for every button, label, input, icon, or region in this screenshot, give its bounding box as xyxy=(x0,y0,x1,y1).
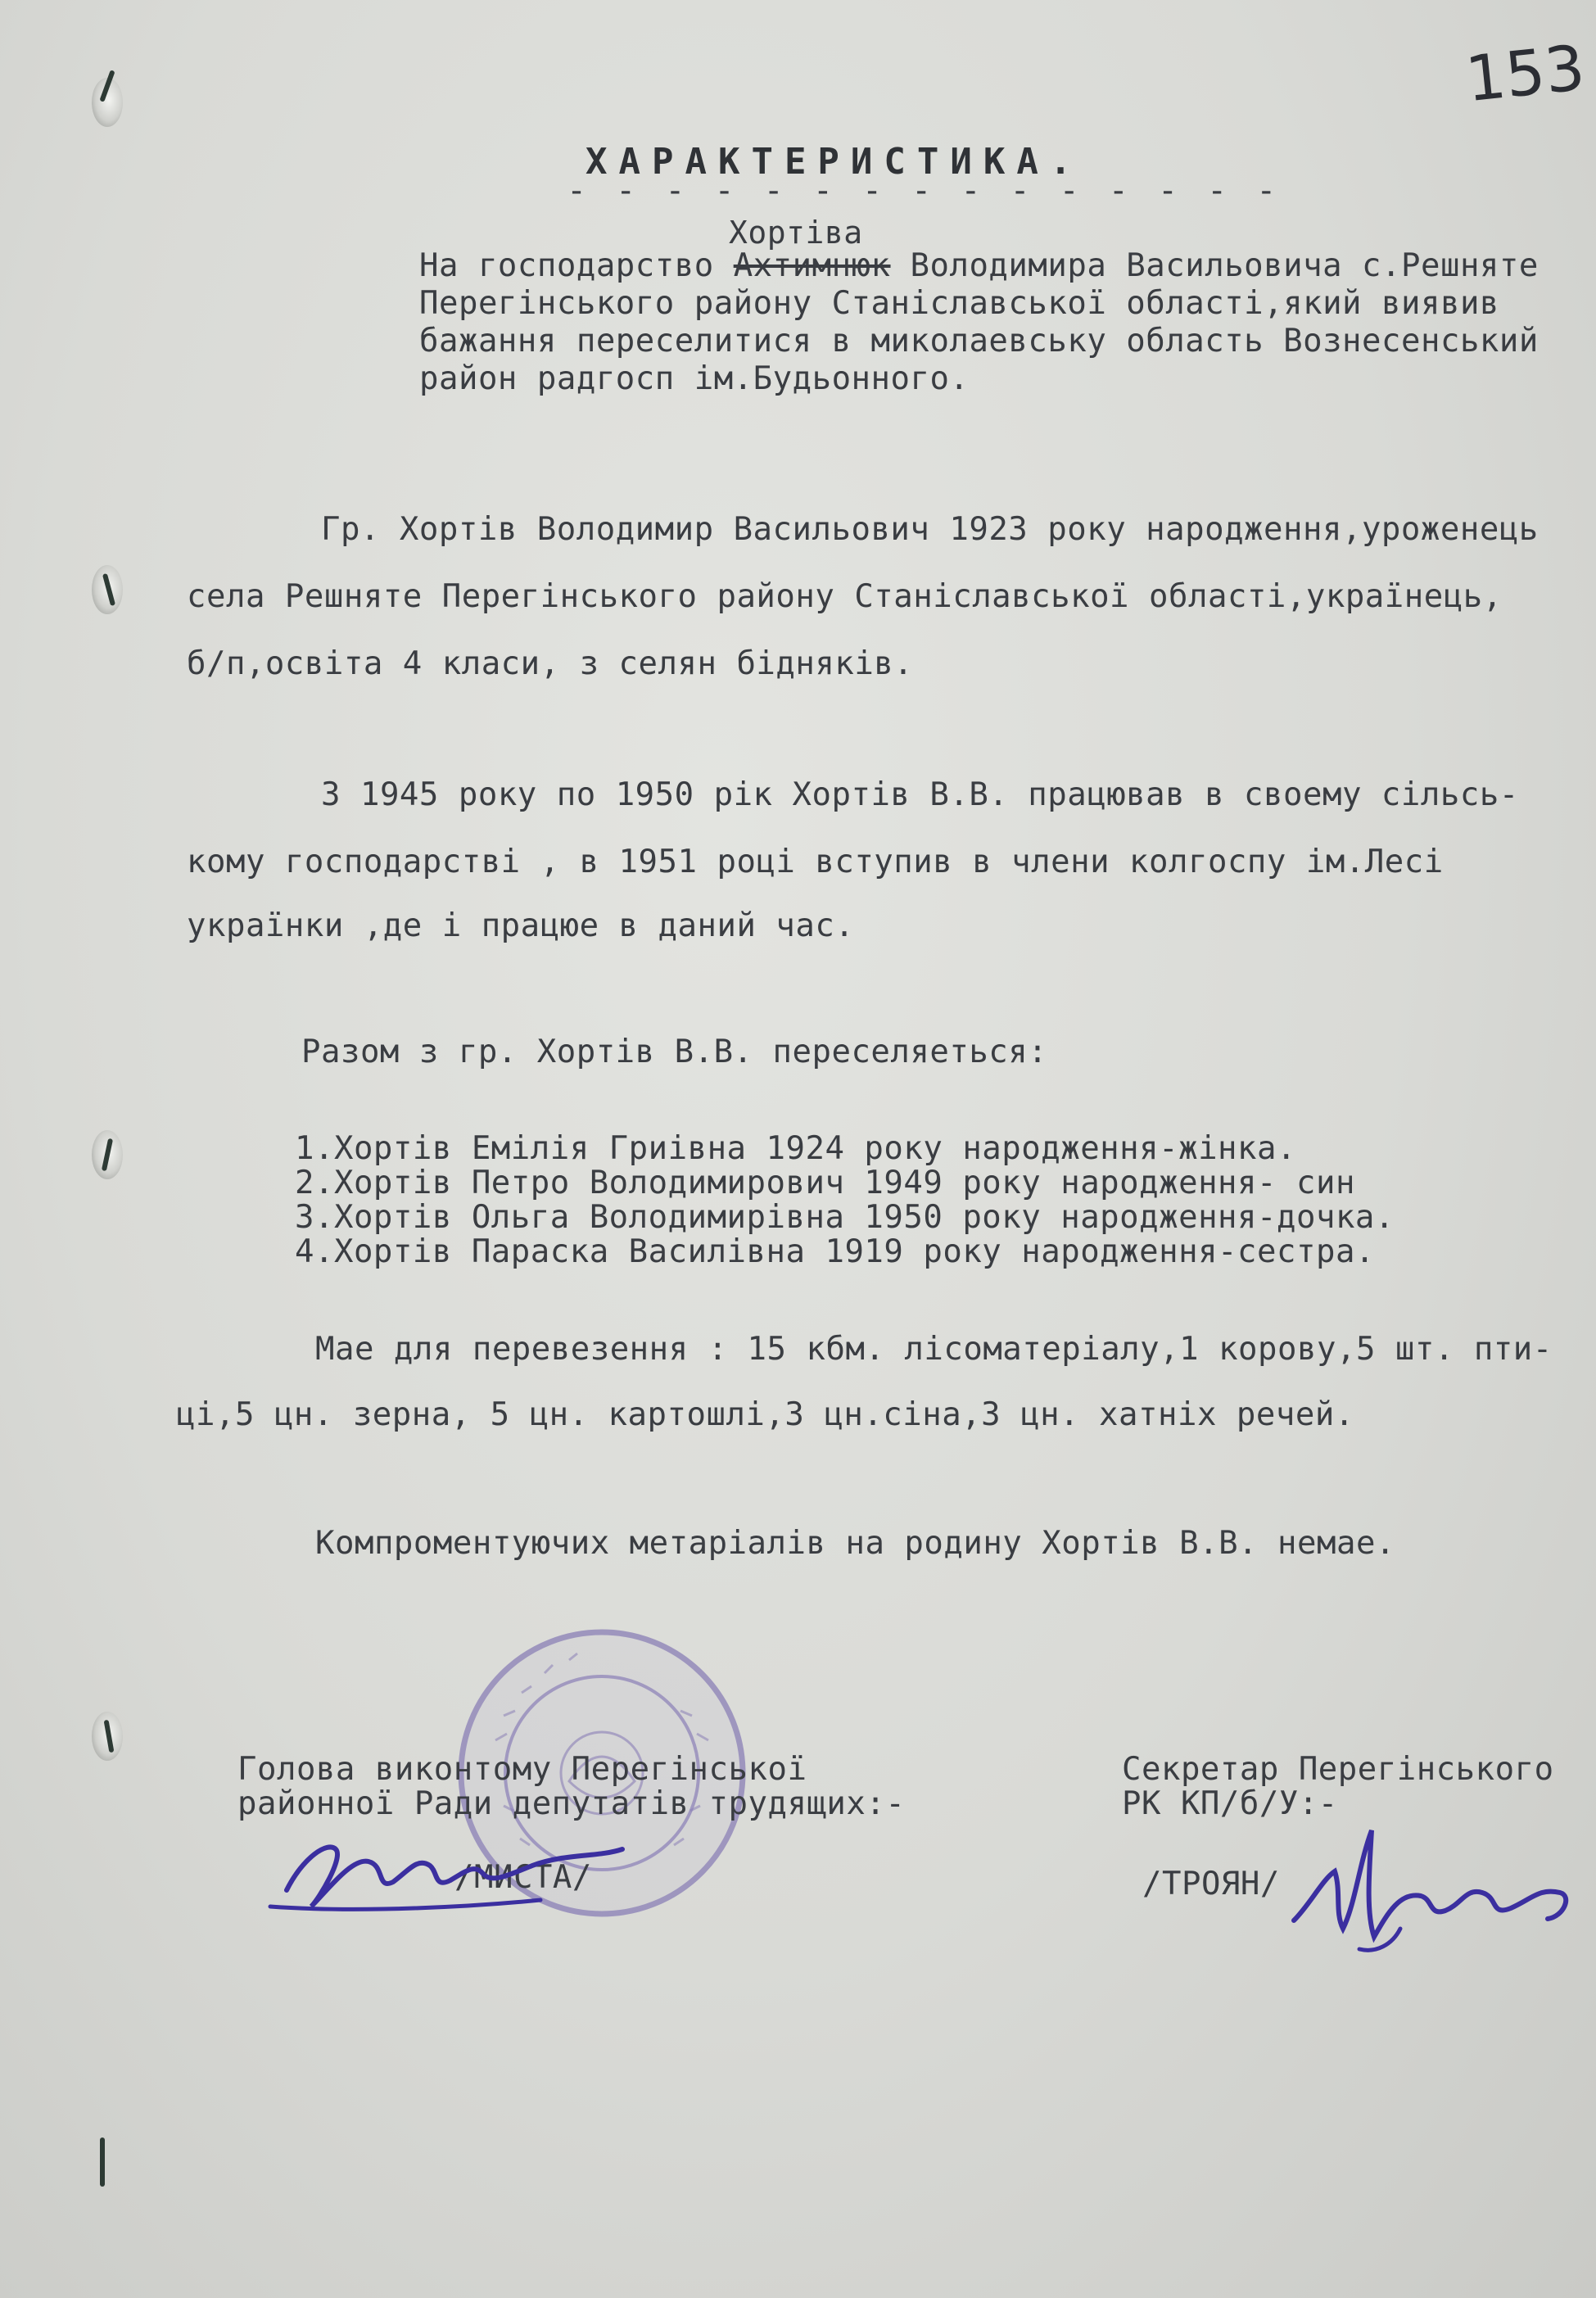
inserted-surname: Хортіва xyxy=(729,215,863,251)
paragraph-2-line-3: українки ,де і працюе в даний час. xyxy=(187,907,855,944)
right-signatory-name: /ТРОЯН/ xyxy=(1142,1866,1280,1902)
binder-hole-mark xyxy=(100,2137,105,2187)
transport-line-2: ці,5 цн. зерна, 5 цн. картошлі,3 цн.сіна,3 цн. хатніх речей. xyxy=(176,1396,1354,1433)
right-signatory-title-2: РК КП/б/У:- xyxy=(1122,1785,1338,1822)
struck-surname: Ахтимнюк xyxy=(733,247,891,284)
compromise-statement: Компроментуючих метаріалів на родину Хортів В.В. немае. xyxy=(315,1525,1395,1562)
paragraph-2-line-1: З 1945 року по 1950 рік Хортів В.В. працював в своему сільсь- xyxy=(321,776,1519,813)
header-line-4: район радгосп ім.Будьонного. xyxy=(419,360,970,397)
document-title: ХАРАКТЕРИСТИКА. xyxy=(586,141,1083,183)
header-line-1-end: Володимира Васильовича с.Решняте xyxy=(890,247,1539,284)
left-signatory-title-1: Голова виконтому Перегінської xyxy=(237,1751,807,1788)
family-intro: Разом з гр. Хортів В.В. переселяеться: xyxy=(301,1034,1048,1070)
paragraph-1-line-1: Гр. Хортів Володимир Васильович 1923 року народження,уроженець xyxy=(321,511,1539,548)
family-member: 3.Хортів Ольга Володимирівна 1950 року народження-дочка. xyxy=(295,1199,1395,1236)
left-signatory-title-2: районної Ради депутатів трудящих:- xyxy=(237,1785,906,1822)
title-underline: - - - - - - - - - - - - - - - xyxy=(567,172,1282,210)
header-line-1 xyxy=(419,247,1539,284)
right-signature xyxy=(1277,1814,1589,1961)
family-member: 1.Хортів Емілія Гриівна 1924 року народження-жінка. xyxy=(295,1130,1296,1167)
folio-number: 153 xyxy=(1462,30,1589,116)
left-signature xyxy=(262,1825,639,1923)
family-member: 2.Хортів Петро Володимирович 1949 року народження- син xyxy=(295,1165,1355,1201)
left-signatory-name: /МИСТА/ xyxy=(454,1859,592,1896)
header-line-3: бажання переселитися в миколаевську область Вознесенський xyxy=(419,323,1539,360)
paragraph-1-line-2: села Решняте Перегінського району Станіславської області,українець, xyxy=(187,578,1503,615)
transport-line-1: Мае для перевезення : 15 кбм. лісоматеріалу,1 корову,5 шт. пти- xyxy=(315,1331,1553,1368)
paragraph-1-line-3: б/п,освіта 4 класи, з селян бідняків. xyxy=(187,645,914,682)
family-member: 4.Хортів Параска Василівна 1919 року народження-сестра. xyxy=(295,1233,1375,1270)
header-line-1-start: На господарство xyxy=(419,247,734,284)
paragraph-2-line-2: кому господарстві , в 1951 році вступив в члени колгоспу ім.Лесі xyxy=(187,844,1444,880)
right-signatory-title-1: Секретар Перегінського xyxy=(1122,1751,1554,1788)
header-line-2: Перегінського району Станіславської області,який виявив xyxy=(419,285,1499,322)
